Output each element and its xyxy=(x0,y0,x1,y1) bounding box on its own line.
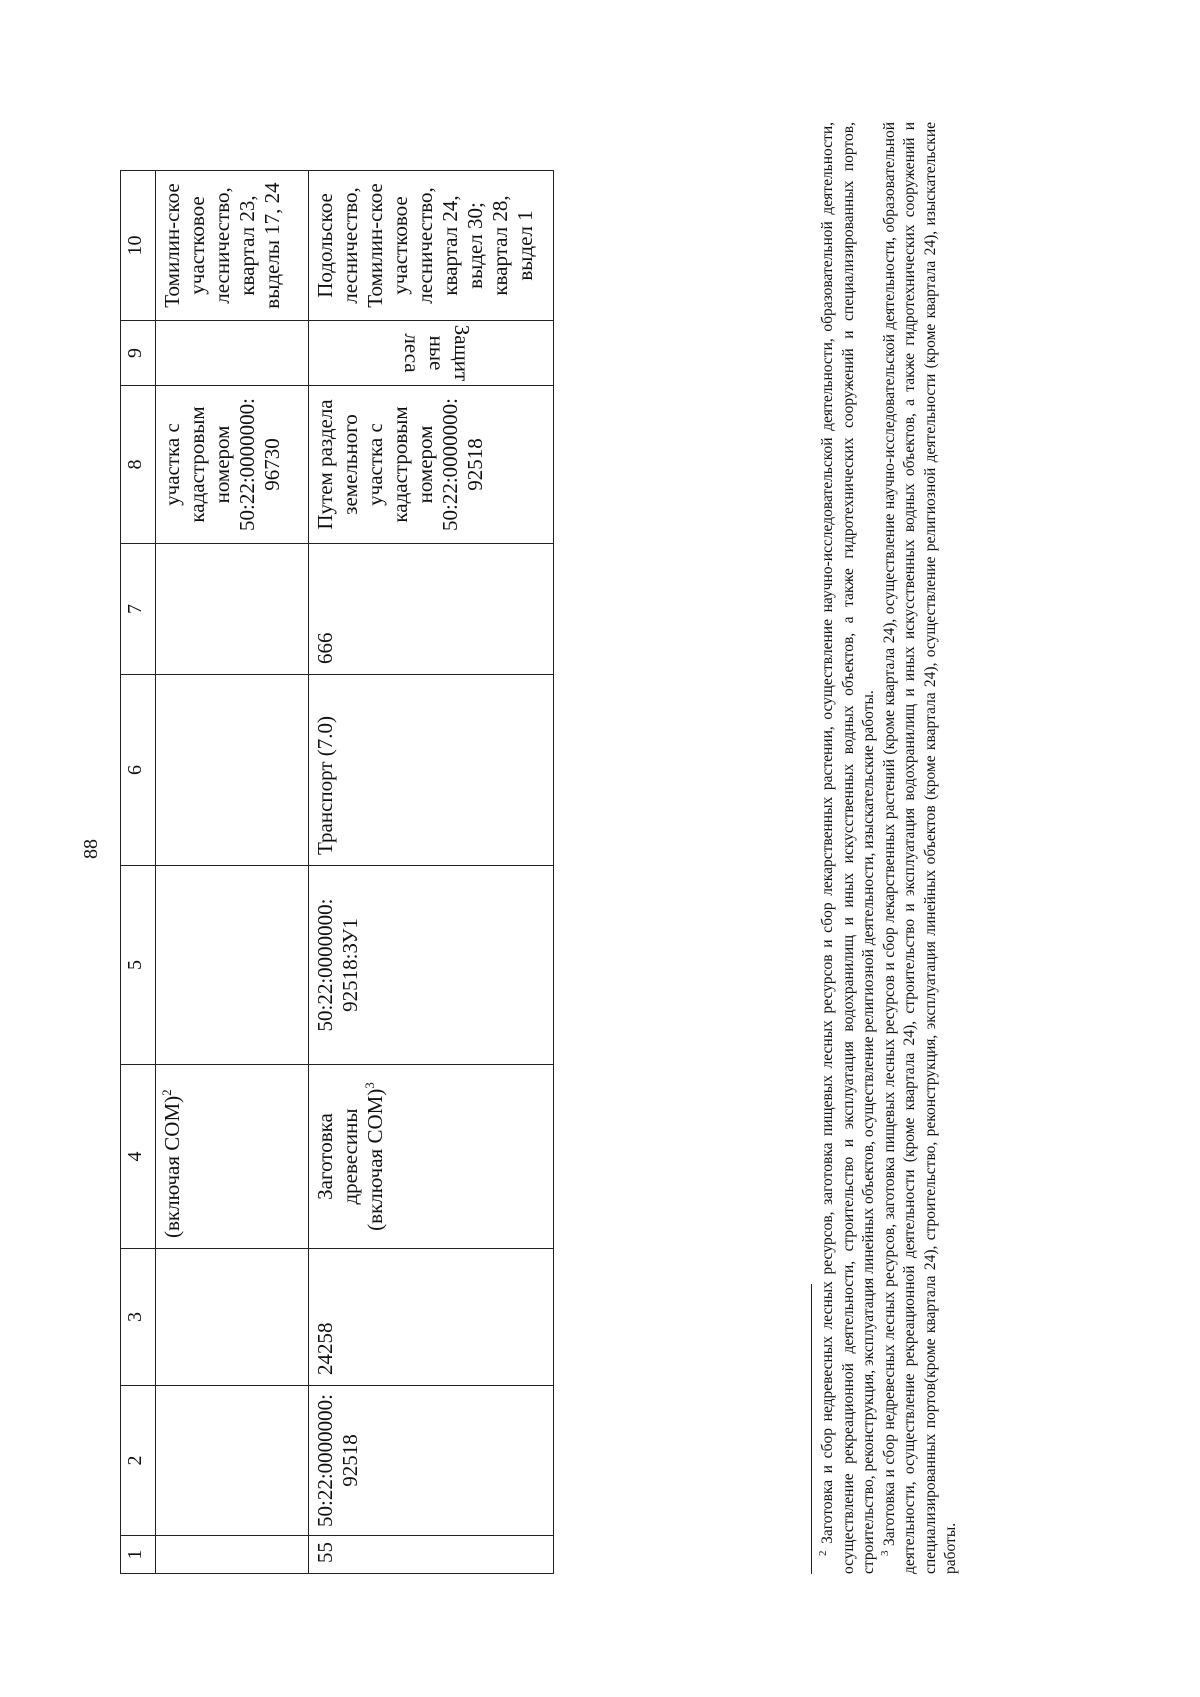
page-number: 88 xyxy=(80,839,102,859)
header-cell: 3 xyxy=(121,1249,156,1386)
table-cell-empty xyxy=(156,866,309,1065)
table-cell-empty xyxy=(156,321,309,386)
header-cell: 7 xyxy=(121,544,156,675)
forest-category-text: Защитные леса xyxy=(400,324,474,382)
table-cell-empty xyxy=(156,1386,309,1536)
header-cell: 6 xyxy=(121,675,156,866)
table-cell-forest-category xyxy=(309,321,554,386)
footnotes xyxy=(818,122,962,1574)
table-cell-location: Томилин-ское участковое лесничество, квартал 23, выделы 17, 24 xyxy=(156,171,309,321)
footnote-text: Заготовка и сбор недревесных лесных ресурсов, заготовка пищевых лесных ресурсов и сбор лекарственных растений (кроме квартала 24), осуществление научно-исследовательской деятельности, образовательной деятельности, осуществление рекреационной деятельности (кроме квартала 24), строительство и эксплуатация водохранилищ и иных искусственных водных объектов, а также гидротехнических сооружений и специализированных портов(кроме квартала 24), строительство, реконструкция, эксплуатация линейных объектов (кроме квартала 24), осуществление религиозной деятельности (кроме квартала 24), изыскательские работы. xyxy=(880,122,959,1574)
table-cell-formation-method: Путем раздела земельного участка с кадастровым номером 50:22:0000000: 92518 xyxy=(309,386,554,544)
table-cell-empty xyxy=(156,544,309,675)
footnote-separator xyxy=(811,1284,812,1574)
table-cell-area: 24258 xyxy=(309,1249,554,1386)
table-cell-use-type xyxy=(309,1065,554,1249)
header-cell: 10 xyxy=(121,171,156,321)
header-cell: 9 xyxy=(121,321,156,386)
table-row xyxy=(309,171,554,1574)
footnote-ref: 3 xyxy=(362,1082,377,1089)
footnote-text: Заготовка и сбор недревесных лесных ресурсов, заготовка пищевых лесных ресурсов и сбор лекарственных растении, осуществление научно-исследовательской деятельности, образовательной деятельности, осуществление рекреационной деятельности, строительство и эксплуатация водохранилищ и иных искусственных водных объектов, а также гидротехнических сооружений и специализированных портов, строительство, реконструкция, эксплуатация линейных объектов, осуществление религиозной деятельности, изыскательские работы. xyxy=(819,121,877,1574)
footnote-ref: 2 xyxy=(159,1089,174,1096)
footnote xyxy=(818,122,880,1574)
footnote-mark: 2 xyxy=(816,1550,829,1556)
table-cell-number: 55 xyxy=(309,1536,554,1574)
table-cell-location: Подольское лесничество, Томилин-ское участковое лесничество, квартал 24, выдел 30; квартал 28, выдел 1 xyxy=(309,171,554,321)
land-plot-table xyxy=(120,170,554,1574)
table-cell-new-area: 666 xyxy=(309,544,554,675)
footnote xyxy=(880,122,962,1574)
data-table-container xyxy=(120,170,554,1574)
header-cell: 4 xyxy=(121,1065,156,1249)
table-cell-use-type xyxy=(156,1065,309,1249)
table-cell-permitted-use: Транспорт (7.0) xyxy=(309,675,554,866)
table-cell-empty xyxy=(156,1249,309,1386)
footnote-mark: 3 xyxy=(878,1550,891,1556)
table-cell-new-plot-number: 50:22:0000000: 92518:ЗУ1 xyxy=(309,866,554,1065)
header-cell: 5 xyxy=(121,866,156,1065)
use-type-text: Заготовка древесины (включая СОМ) xyxy=(313,1088,387,1231)
table-row xyxy=(156,171,309,1574)
header-cell: 8 xyxy=(121,386,156,544)
table-cell-formation-method: участка с кадастровым номером 50:22:0000000: 96730 xyxy=(156,386,309,544)
header-cell: 1 xyxy=(121,1536,156,1574)
table-cell-empty xyxy=(156,675,309,866)
table-header-row xyxy=(121,171,156,1574)
table-cell-cadastral-number: 50:22:0000000: 92518 xyxy=(309,1386,554,1536)
header-cell: 2 xyxy=(121,1386,156,1536)
table-cell-empty xyxy=(156,1536,309,1574)
use-type-text: (включая СОМ) xyxy=(160,1095,184,1238)
